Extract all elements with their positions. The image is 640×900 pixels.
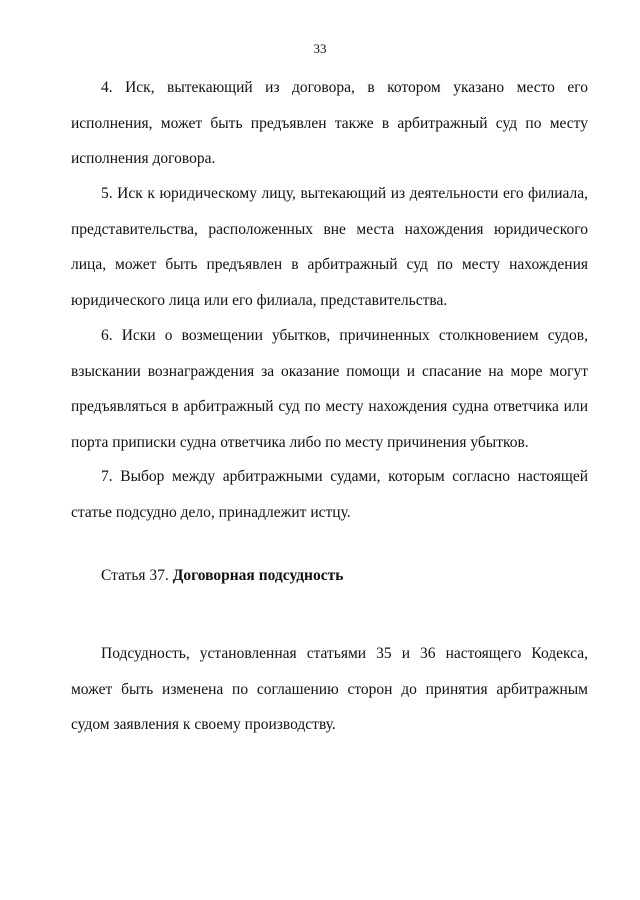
article-label: Статья 37. xyxy=(101,567,169,584)
paragraph-item-7: 7. Выбор между арбитражными судами, которым согласно настоящей статье подсудно дело, принадлежит истцу. xyxy=(71,468,588,521)
paragraph-item-6: 6. Иски о возмещении убытков, причиненных столкновением судов, взыскании вознаграждения за оказание помощи и спасание на море могут предъявляться в арбитражный суд по месту нахождения судна ответчика или порта приписки судна ответчика либо по месту причинения убытков. xyxy=(71,327,588,451)
article-text: Подсудность, установленная статьями 35 и 36 настоящего Кодекса, может быть изменена по соглашению сторон до принятия арбитражным судом заявления к своему производству. xyxy=(71,645,588,734)
paragraph-item-4: 4. Иск, вытекающий из договора, в котором указано место его исполнения, может быть предъявлен также в арбитражный суд по месту исполнения договора. xyxy=(71,79,588,168)
article-heading xyxy=(101,562,343,590)
page-number: 33 xyxy=(313,41,327,56)
paragraph-item-5: 5. Иск к юридическому лицу, вытекающий из деятельности его филиала, представительства, расположенных вне места нахождения юридического лица, может быть предъявлен в арбитражный суд по месту нахождения юридического лица или его филиала, представительства. xyxy=(71,185,588,309)
article-title: Договорная подсудность xyxy=(172,567,344,584)
